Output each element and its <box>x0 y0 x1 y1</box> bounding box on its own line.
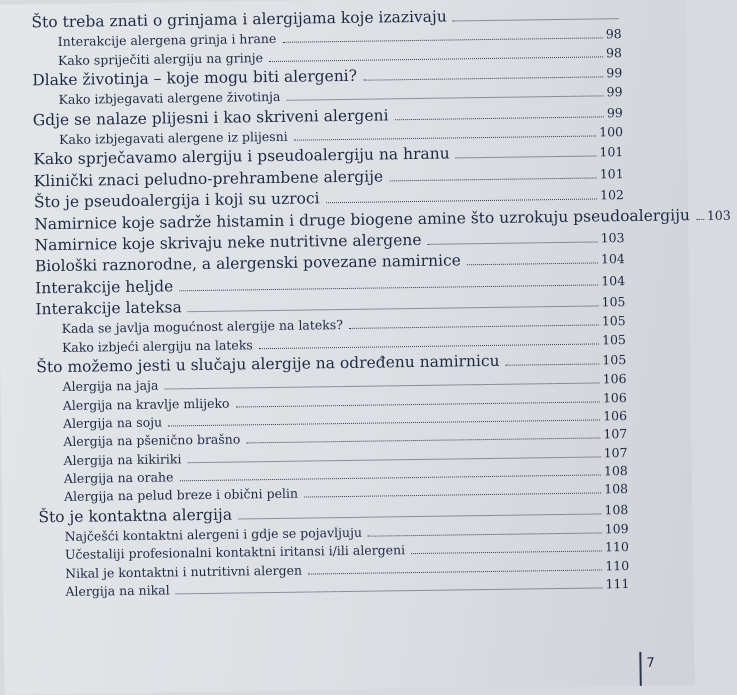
dot-leader <box>246 438 600 444</box>
dot-leader <box>282 38 602 43</box>
toc-entry-page: 103 <box>706 207 731 223</box>
dot-leader <box>176 587 603 594</box>
dot-leader <box>696 219 704 220</box>
toc-entry-page: 111 <box>605 575 630 592</box>
toc-entry-title: Što je pseudoalergija i koji su uzroci <box>33 189 320 212</box>
toc-entry-title: Što je kontaktna alergija <box>38 505 233 526</box>
toc-entry-title: Namirnice koje skrivaju neke nutritivne alergene <box>34 230 422 255</box>
toc-entry-page: 109 <box>604 520 629 537</box>
dot-leader <box>308 569 602 574</box>
dot-leader <box>349 325 599 329</box>
toc-entry-title: Biološki raznorodne, a alergenski povezane namirnice <box>34 251 461 276</box>
toc-entry-page: 107 <box>603 444 628 461</box>
toc-entry-page: 102 <box>599 187 625 203</box>
toc-entry-page: 106 <box>602 371 627 387</box>
toc-entry-title: Kako spriječiti alergiju na grinje <box>57 49 264 68</box>
dot-leader <box>326 199 598 204</box>
toc-entry-title: Alergija na pšenično brašno <box>63 431 241 450</box>
toc-entry-page: 108 <box>604 481 629 497</box>
dot-leader <box>164 383 599 390</box>
toc-entry-page: 105 <box>601 331 627 348</box>
toc-entry-page: 99 <box>606 65 623 81</box>
toc-entry-title: Učestaliji profesionalni kontaktni iritansi i/ili alergeni <box>64 542 406 563</box>
dot-leader <box>294 136 597 141</box>
toc-entry-page: 104 <box>601 272 626 289</box>
dot-leader <box>269 56 603 62</box>
toc-entry-title: Kako sprječavamo alergiju i pseudoalergiju na hranu <box>33 144 450 169</box>
toc-entry-title: Što možemo jesti u slučaju alergije na određenu namirnicu <box>36 351 500 377</box>
toc-entry-page: 105 <box>602 352 627 368</box>
dot-leader <box>428 241 598 244</box>
toc-entry-page: 100 <box>599 124 624 140</box>
dot-leader <box>187 456 600 463</box>
dot-leader <box>506 364 600 366</box>
folio-divider <box>639 652 641 686</box>
toc-entry-title: Alergija na nikal <box>65 582 170 599</box>
toc-entry-title: Alergija na orahe <box>63 469 174 486</box>
toc-entry-page: 108 <box>603 463 628 479</box>
toc-entry-page: 108 <box>604 501 629 517</box>
toc-entry-page: 110 <box>604 539 629 555</box>
toc-entry-page: 98 <box>605 44 623 61</box>
dot-leader <box>179 474 601 481</box>
dot-leader <box>389 177 597 181</box>
page-number: 7 <box>646 655 655 671</box>
toc-entry-title: Alergija na jaja <box>62 378 159 395</box>
toc-entry-title: Namirnice koje sadrže histamin i druge biogene amine što uzrokuju pseudoalergiju <box>34 205 691 233</box>
toc-entry-title: Najčešći kontaktni alergeni i gdje se pojavljuju <box>64 524 363 544</box>
dot-leader <box>259 343 599 349</box>
toc-entry-title: Alergija na kikiriki <box>63 450 182 468</box>
toc-entry-page: 105 <box>601 313 626 329</box>
toc-entry-title: Alergija na kravlje mlijeko <box>62 395 230 413</box>
toc-entry-title: Interakcije heljde <box>35 277 174 298</box>
toc-entry-title: Kako izbjegavati alergene životinja <box>58 89 281 108</box>
dot-leader <box>168 420 600 427</box>
dot-leader <box>411 551 602 555</box>
toc-entry-title: Dlake životinja – koje mogu biti alergeni? <box>32 66 358 90</box>
dot-leader <box>238 513 601 519</box>
toc-entry-page: 110 <box>605 557 630 573</box>
toc-entry-page: 106 <box>602 389 627 406</box>
toc-entry-page: 99 <box>606 84 623 100</box>
toc-entry-title: Gdje se nalaze plijesni i kao skriveni alergeni <box>32 106 389 130</box>
dot-leader <box>363 76 603 80</box>
toc-entry-title: Alergija na pelud breze i obični pelin <box>63 485 299 505</box>
dot-leader <box>453 18 619 21</box>
toc-entry-title: Interakcije alergena grinja i hrane <box>57 31 277 50</box>
toc-entry-title: Kako izbjegavati alergene iz plijesni <box>58 128 288 148</box>
toc-entry-title: Nikal je kontaktni i nutritivni alergen <box>65 562 303 581</box>
dot-leader <box>304 493 601 498</box>
toc-entry-page: 101 <box>599 165 624 182</box>
dot-leader <box>188 306 599 313</box>
toc-entry-title: Kada se javlja mogućnost alergije na lateks? <box>61 317 344 337</box>
dot-leader <box>236 401 600 407</box>
dot-leader <box>395 116 604 120</box>
toc-entry-page: 105 <box>601 294 626 310</box>
toc-entry-page: 107 <box>603 426 628 442</box>
toc-entry-page: 104 <box>600 251 625 267</box>
dot-leader <box>179 284 598 291</box>
dot-leader <box>368 532 602 536</box>
toc-entry-page: 103 <box>600 230 625 246</box>
toc-entry-page: 98 <box>605 26 622 42</box>
toc-entry-page: 101 <box>599 144 624 160</box>
toc-entry-title: Što treba znati o grinjama i alergijama koje izazivaju <box>31 7 447 32</box>
toc-entry-title: Klinički znaci peludno-prehrambene alergije <box>33 167 384 191</box>
dot-leader <box>467 263 598 266</box>
table-of-contents <box>31 4 731 601</box>
toc-entry-page: 106 <box>603 408 628 424</box>
toc-entry-title: Interakcije lateksa <box>35 298 182 319</box>
dot-leader <box>456 156 597 159</box>
toc-entry-page: 99 <box>606 104 623 120</box>
toc-entry-title: Alergija na soju <box>62 414 163 432</box>
toc-entry-title: Kako izbjeći alergiju na lateks <box>61 337 253 355</box>
dot-leader <box>286 96 603 101</box>
